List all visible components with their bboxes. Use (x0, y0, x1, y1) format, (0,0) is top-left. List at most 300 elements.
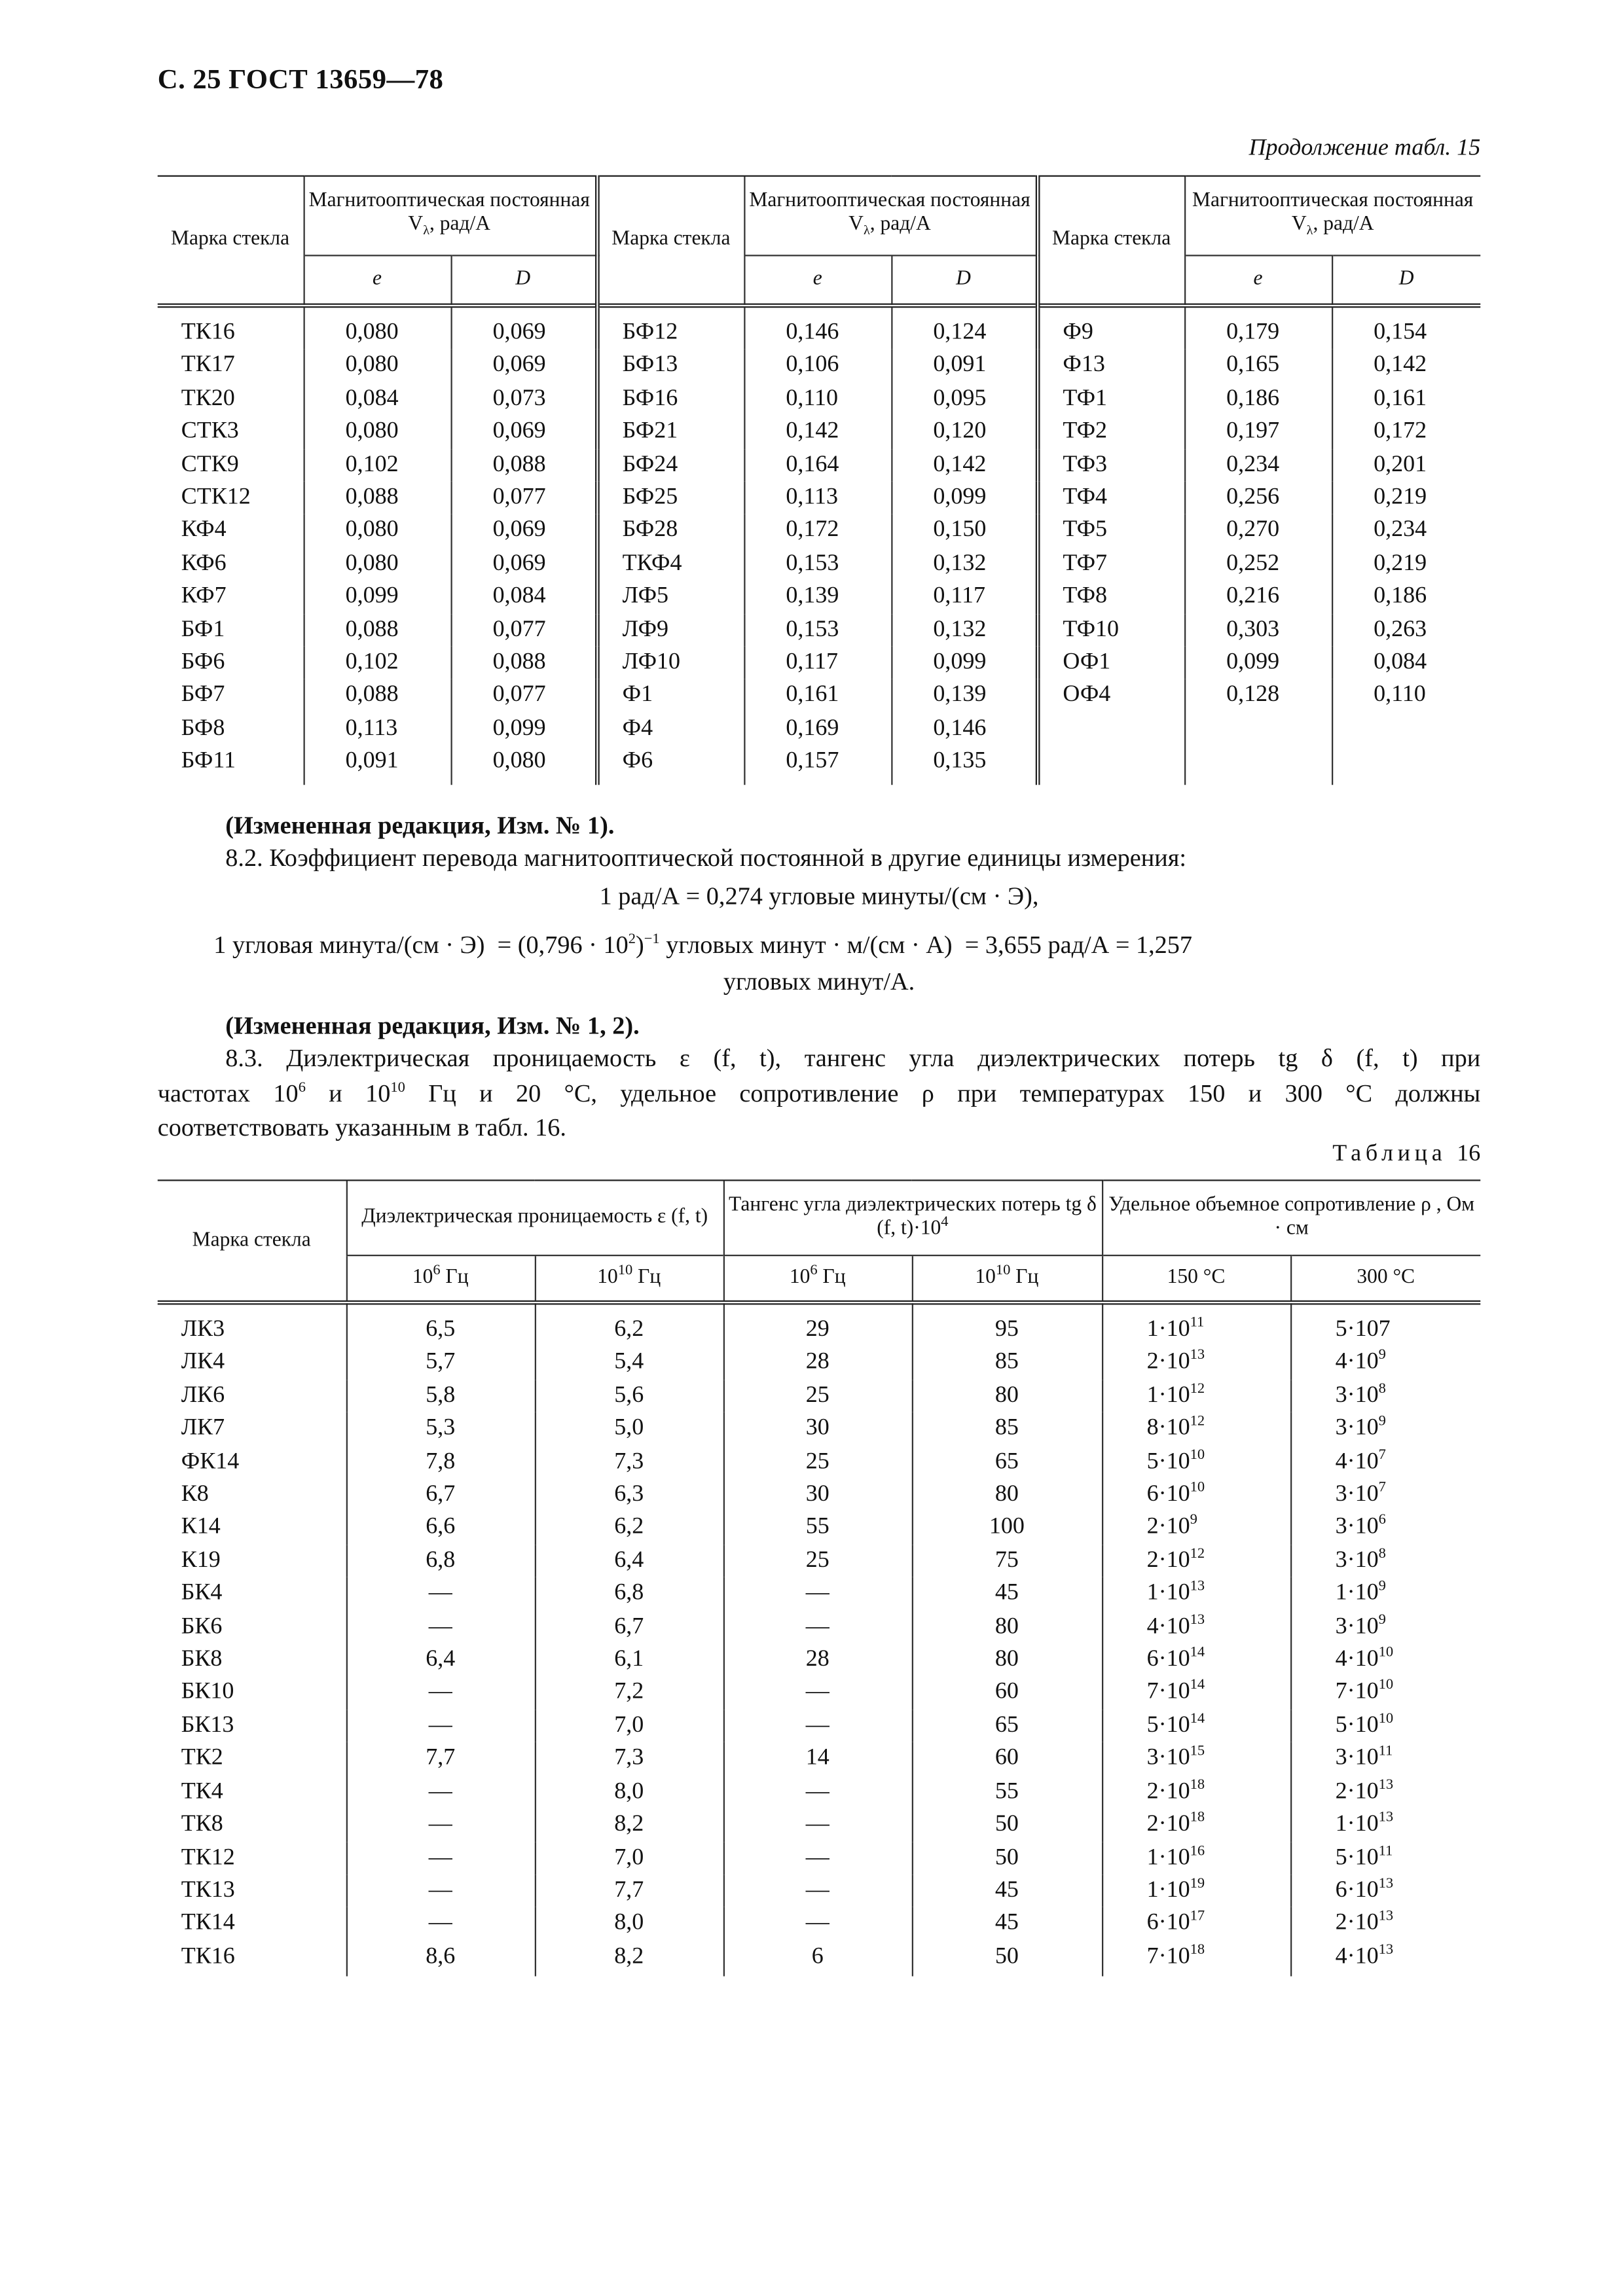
glass-mark-cell: БФ13 (596, 350, 744, 382)
glass-mark-cell: К14 (181, 1514, 221, 1540)
t15-header-D: D (891, 255, 1037, 306)
loss-tangent-1e6-cell: — (723, 1710, 912, 1742)
constant-e-cell (1184, 745, 1332, 784)
glass-mark-cell: БФ7 (181, 682, 225, 708)
resistivity-150-cell: $1\cdot 10^{11}$ (1102, 1302, 1290, 1346)
resistivity-300-cell: $3\cdot 10^9$ (1290, 1412, 1480, 1445)
glass-mark-cell: ТК16 (181, 319, 235, 345)
glass-mark-cell: ТК13 (181, 1877, 235, 1903)
loss-tangent-1e6-cell: 28 (723, 1346, 912, 1379)
table-row (158, 548, 1481, 581)
permittivity-1e10-cell: 7,7 (535, 1874, 723, 1907)
t15-header-D: D (1332, 255, 1480, 306)
constant-D-cell: 0,201 (1332, 448, 1480, 481)
constant-e-cell (1184, 713, 1332, 745)
table-row (158, 1412, 1481, 1445)
t15-header-mark-3: Марка стекла (1037, 176, 1184, 306)
permittivity-1e10-cell: 7,0 (535, 1842, 723, 1874)
glass-mark-cell: ТК20 (181, 386, 235, 411)
loss-tangent-1e6-cell: 28 (723, 1643, 912, 1676)
resistivity-300-cell: $7\cdot 10^{10}$ (1290, 1677, 1480, 1710)
permittivity-1e6-cell: 5,3 (346, 1412, 535, 1445)
constant-e-cell: 0,088 (304, 613, 451, 646)
loss-tangent-1e10-cell: 45 (912, 1874, 1102, 1907)
constant-D-cell: 0,073 (451, 383, 597, 416)
table-row (158, 1710, 1481, 1742)
loss-tangent-1e6-cell: 25 (723, 1380, 912, 1412)
permittivity-1e10-cell: 5,6 (535, 1380, 723, 1412)
resistivity-300-cell: $3\cdot 10^9$ (1290, 1611, 1480, 1643)
table-continuation-label: Продолжение табл. 15 (1249, 135, 1481, 161)
constant-D-cell: 0,069 (451, 514, 597, 547)
permittivity-1e10-cell: 5,4 (535, 1346, 723, 1379)
constant-e-cell: 0,142 (744, 416, 891, 448)
resistivity-150-cell: $2\cdot 10^{13}$ (1102, 1346, 1290, 1379)
t16-header-mark: Марка стекла (158, 1180, 346, 1302)
constant-D-cell: 0,132 (891, 548, 1037, 581)
loss-tangent-1e10-cell: 65 (912, 1710, 1102, 1742)
glass-mark-cell: Ф1 (596, 679, 744, 712)
glass-mark-cell: КФ7 (181, 583, 227, 609)
loss-tangent-1e10-cell: 55 (912, 1776, 1102, 1808)
constant-e-cell: 0,169 (744, 713, 891, 745)
loss-tangent-1e10-cell: 60 (912, 1677, 1102, 1710)
glass-mark-cell: ТФ1 (1037, 383, 1184, 416)
table-row (158, 713, 1481, 745)
glass-mark-cell: ТК8 (181, 1811, 223, 1837)
table-row (158, 1776, 1481, 1808)
constant-e-cell: 0,099 (1184, 647, 1332, 679)
table-16 (158, 1179, 1481, 1977)
loss-tangent-1e10-cell: 50 (912, 1842, 1102, 1874)
resistivity-300-cell: $5\cdot 10^{10}$ (1290, 1710, 1480, 1742)
permittivity-1e6-cell: — (346, 1776, 535, 1808)
constant-D-cell: 0,117 (891, 581, 1037, 613)
formula-line-2: 1 угловая минута/(см · $Э) = (0,796 \cdot 10^2)^{-1}$ угловых минут · м/(см · А) = 3,655 рад/А = 1,257 (213, 931, 1193, 959)
glass-mark-cell: ЛК3 (181, 1316, 225, 1342)
glass-mark-cell: ОФ4 (1037, 679, 1184, 712)
table-row (158, 383, 1481, 416)
glass-mark-cell: БК4 (181, 1580, 223, 1606)
table-row (158, 679, 1481, 712)
resistivity-150-cell: $1\cdot 10^{13}$ (1102, 1577, 1290, 1610)
loss-tangent-1e6-cell: — (723, 1842, 912, 1874)
glass-mark-cell: БК13 (181, 1712, 234, 1738)
permittivity-1e6-cell: 6,5 (346, 1302, 535, 1346)
resistivity-300-cell: $3\cdot 10^7$ (1290, 1479, 1480, 1511)
resistivity-300-cell: $4\cdot 10^9$ (1290, 1346, 1480, 1379)
constant-e-cell: 0,080 (304, 548, 451, 581)
loss-tangent-1e6-cell: 25 (723, 1545, 912, 1577)
permittivity-1e10-cell: 6,2 (535, 1511, 723, 1544)
glass-mark-cell: БФ11 (181, 748, 236, 774)
table-row (158, 1643, 1481, 1676)
glass-mark-cell: ЛФ5 (596, 581, 744, 613)
permittivity-1e10-cell: 7,0 (535, 1710, 723, 1742)
t16-header-temp-300: 300 °С (1290, 1255, 1480, 1302)
glass-mark-cell: ТК12 (181, 1844, 235, 1870)
glass-mark-cell: ЛК4 (181, 1349, 225, 1375)
glass-mark-cell: ТФ5 (1037, 514, 1184, 547)
loss-tangent-1e10-cell: 95 (912, 1302, 1102, 1346)
t16-header-freq-1: $10^6$ Гц (723, 1255, 912, 1302)
glass-mark-cell: ТКФ4 (596, 548, 744, 581)
glass-mark-cell: ТК2 (181, 1745, 223, 1771)
constant-D-cell: 0,088 (451, 647, 597, 679)
resistivity-150-cell: $2\cdot 10^{18}$ (1102, 1776, 1290, 1808)
resistivity-300-cell: $4\cdot 10^{10}$ (1290, 1643, 1480, 1676)
paragraph-8-2: 8.2. Коэффициент перевода магнитооптической постоянной в другие единицы измерения: (225, 844, 1186, 872)
t15-header-mark-2: Марка стекла (596, 176, 744, 306)
table-row (158, 1446, 1481, 1479)
table-row (158, 1611, 1481, 1643)
permittivity-1e10-cell: 7,3 (535, 1742, 723, 1775)
constant-D-cell (1332, 713, 1480, 745)
constant-e-cell: 0,088 (304, 679, 451, 712)
constant-D-cell: 0,069 (451, 306, 597, 350)
permittivity-1e10-cell: 7,3 (535, 1446, 723, 1479)
resistivity-150-cell: $5\cdot 10^{10}$ (1102, 1446, 1290, 1479)
table-row (158, 350, 1481, 382)
permittivity-1e6-cell: — (346, 1907, 535, 1940)
constant-e-cell: 0,113 (744, 482, 891, 514)
constant-D-cell: 0,120 (891, 416, 1037, 448)
loss-tangent-1e6-cell: 30 (723, 1479, 912, 1511)
t16-header-freq-2: $10^{10}$ Гц (912, 1255, 1102, 1302)
formula-line-1: 1 рад/А = 0,274 угловые минуты/(см · Э), (599, 882, 1039, 910)
permittivity-1e6-cell: — (346, 1710, 535, 1742)
table-row (158, 1677, 1481, 1710)
constant-D-cell: 0,088 (451, 448, 597, 481)
table-row (158, 1742, 1481, 1775)
constant-D-cell: 0,099 (891, 647, 1037, 679)
permittivity-1e6-cell: 8,6 (346, 1941, 535, 1977)
glass-mark-cell: ТФ8 (1037, 581, 1184, 613)
resistivity-150-cell: $6\cdot 10^{10}$ (1102, 1479, 1290, 1511)
permittivity-1e10-cell: 6,2 (535, 1302, 723, 1346)
permittivity-1e10-cell: 8,2 (535, 1941, 723, 1977)
loss-tangent-1e10-cell: 80 (912, 1380, 1102, 1412)
loss-tangent-1e6-cell: — (723, 1907, 912, 1940)
constant-D-cell: 0,099 (451, 713, 597, 745)
resistivity-150-cell: $2\cdot 10^{12}$ (1102, 1545, 1290, 1577)
resistivity-300-cell: $6\cdot 10^{13}$ (1290, 1874, 1480, 1907)
constant-D-cell: 0,219 (1332, 482, 1480, 514)
glass-mark-cell: ТК17 (181, 352, 235, 378)
table-row (158, 1907, 1481, 1940)
permittivity-1e6-cell: 6,7 (346, 1479, 535, 1511)
constant-D-cell: 0,077 (451, 482, 597, 514)
constant-D-cell: 0,234 (1332, 514, 1480, 547)
constant-D-cell: 0,080 (451, 745, 597, 784)
constant-e-cell: 0,099 (304, 581, 451, 613)
constant-D-cell: 0,077 (451, 613, 597, 646)
glass-mark-cell: БФ6 (181, 649, 225, 675)
loss-tangent-1e10-cell: 85 (912, 1346, 1102, 1379)
permittivity-1e10-cell: 6,8 (535, 1577, 723, 1610)
resistivity-150-cell: $2\cdot 10^9$ (1102, 1511, 1290, 1544)
glass-mark-cell: ТК4 (181, 1778, 223, 1804)
resistivity-150-cell: $5\cdot 10^{14}$ (1102, 1710, 1290, 1742)
constant-D-cell: 0,150 (891, 514, 1037, 547)
constant-D-cell: 0,263 (1332, 613, 1480, 646)
resistivity-150-cell: $3\cdot 10^{15}$ (1102, 1742, 1290, 1775)
glass-mark-cell: БФ16 (596, 383, 744, 416)
constant-e-cell: 0,186 (1184, 383, 1332, 416)
t15-header-D: D (451, 255, 597, 306)
resistivity-300-cell: $2\cdot 10^{13}$ (1290, 1907, 1480, 1940)
table-row (158, 1380, 1481, 1412)
table-row (158, 1577, 1481, 1610)
constant-e-cell: 0,165 (1184, 350, 1332, 382)
constant-e-cell: 0,157 (744, 745, 891, 784)
constant-e-cell: 0,234 (1184, 448, 1332, 481)
glass-mark-cell: Ф9 (1037, 306, 1184, 350)
resistivity-300-cell: $3\cdot 10^8$ (1290, 1545, 1480, 1577)
constant-D-cell: 0,146 (891, 713, 1037, 745)
constant-D-cell (1332, 745, 1480, 784)
table-row (158, 1808, 1481, 1841)
t15-header-const-2: Магнитооптическая постоянная $V_\lambda$, рад/А (744, 176, 1037, 256)
permittivity-1e6-cell: — (346, 1842, 535, 1874)
glass-mark-cell: ТФ2 (1037, 416, 1184, 448)
table-row (158, 647, 1481, 679)
table-15 (158, 175, 1481, 785)
constant-D-cell: 0,077 (451, 679, 597, 712)
permittivity-1e6-cell: — (346, 1808, 535, 1841)
loss-tangent-1e10-cell: 80 (912, 1643, 1102, 1676)
glass-mark-cell: СТК12 (181, 484, 251, 510)
permittivity-1e6-cell: 7,7 (346, 1742, 535, 1775)
table-row (158, 581, 1481, 613)
constant-e-cell: 0,197 (1184, 416, 1332, 448)
glass-mark-cell: БФ1 (181, 616, 225, 642)
resistivity-150-cell: $6\cdot 10^{17}$ (1102, 1907, 1290, 1940)
table-row (158, 1545, 1481, 1577)
t16-header-permittivity: Диэлектрическая проницаемость ε (f, t) (346, 1180, 723, 1255)
table-16-caption: Таблица 16 (1332, 1141, 1481, 1166)
constant-e-cell: 0,102 (304, 448, 451, 481)
constant-e-cell: 0,113 (304, 713, 451, 745)
glass-mark-cell: БФ12 (596, 306, 744, 350)
t16-header-temp-150: 150 °С (1102, 1255, 1290, 1302)
glass-mark-cell: БФ21 (596, 416, 744, 448)
loss-tangent-1e10-cell: 85 (912, 1412, 1102, 1445)
resistivity-300-cell: 5·107 (1290, 1302, 1480, 1346)
paragraph-8-3-line-1: 8.3. Диэлектрическая проницаемость ε (f, t), тангенс угла диэлектрических потерь tg δ (f, t) при (225, 1044, 1481, 1072)
resistivity-150-cell: $4\cdot 10^{13}$ (1102, 1611, 1290, 1643)
table-row (158, 613, 1481, 646)
t16-header-loss-tangent: Тангенс угла диэлектрических потерь tg δ (f, $t)\cdot 10^4$ (723, 1180, 1102, 1255)
constant-D-cell: 0,219 (1332, 548, 1480, 581)
table-row (158, 416, 1481, 448)
loss-tangent-1e10-cell: 80 (912, 1611, 1102, 1643)
glass-mark-cell: Ф4 (596, 713, 744, 745)
formula-line-3: угловых минут/А. (723, 967, 915, 996)
permittivity-1e6-cell: 5,8 (346, 1380, 535, 1412)
loss-tangent-1e6-cell: — (723, 1874, 912, 1907)
constant-D-cell: 0,124 (891, 306, 1037, 350)
t15-header-e: e (304, 255, 451, 306)
constant-e-cell: 0,080 (304, 306, 451, 350)
table-row (158, 1302, 1481, 1346)
constant-e-cell: 0,161 (744, 679, 891, 712)
resistivity-300-cell: $5\cdot 10^{11}$ (1290, 1842, 1480, 1874)
glass-mark-cell: ЛФ10 (596, 647, 744, 679)
loss-tangent-1e6-cell: 14 (723, 1742, 912, 1775)
t15-header-const-1: Магнитооптическая постоянная $V_\lambda$, рад/А (304, 176, 597, 256)
constant-e-cell: 0,102 (304, 647, 451, 679)
resistivity-150-cell: $1\cdot 10^{12}$ (1102, 1380, 1290, 1412)
permittivity-1e6-cell: 7,8 (346, 1446, 535, 1479)
resistivity-300-cell: $3\cdot 10^6$ (1290, 1511, 1480, 1544)
paragraph-8-3-line-3: соответствовать указанным в табл. 16. (157, 1113, 566, 1141)
resistivity-150-cell: $7\cdot 10^{14}$ (1102, 1677, 1290, 1710)
table-row (158, 482, 1481, 514)
loss-tangent-1e10-cell: 75 (912, 1545, 1102, 1577)
resistivity-150-cell: $8\cdot 10^{12}$ (1102, 1412, 1290, 1445)
constant-D-cell: 0,110 (1332, 679, 1480, 712)
constant-e-cell: 0,088 (304, 482, 451, 514)
constant-e-cell: 0,179 (1184, 306, 1332, 350)
glass-mark-cell: БФ28 (596, 514, 744, 547)
permittivity-1e10-cell: 7,2 (535, 1677, 723, 1710)
loss-tangent-1e6-cell: 55 (723, 1511, 912, 1544)
loss-tangent-1e10-cell: 45 (912, 1907, 1102, 1940)
table-row (158, 1842, 1481, 1874)
glass-mark-cell: ТФ10 (1037, 613, 1184, 646)
paragraph-8-3-line-2: частотах $10^6$ и $10^{10}$ Гц и 20 °С, удельное сопротивление ρ при температурах 150 и 300 °С должны (157, 1079, 1481, 1107)
glass-mark-cell: ЛФ9 (596, 613, 744, 646)
constant-e-cell: 0,172 (744, 514, 891, 547)
loss-tangent-1e10-cell: 45 (912, 1577, 1102, 1610)
permittivity-1e10-cell: 6,1 (535, 1643, 723, 1676)
permittivity-1e6-cell: — (346, 1874, 535, 1907)
glass-mark-cell: ЛК7 (181, 1415, 225, 1441)
loss-tangent-1e6-cell: — (723, 1677, 912, 1710)
t15-header-mark-1: Марка стекла (158, 176, 304, 306)
glass-mark-cell: К8 (181, 1481, 209, 1507)
resistivity-300-cell: $4\cdot 10^{13}$ (1290, 1941, 1480, 1977)
constant-e-cell: 0,091 (304, 745, 451, 784)
permittivity-1e10-cell: 6,4 (535, 1545, 723, 1577)
constant-D-cell: 0,142 (891, 448, 1037, 481)
table-row (158, 306, 1481, 350)
constant-e-cell: 0,080 (304, 350, 451, 382)
permittivity-1e6-cell: 6,4 (346, 1643, 535, 1676)
loss-tangent-1e10-cell: 100 (912, 1511, 1102, 1544)
glass-mark-cell: Ф13 (1037, 350, 1184, 382)
glass-mark-cell: БК8 (181, 1646, 223, 1672)
table-row (158, 448, 1481, 481)
table-row (158, 1511, 1481, 1544)
permittivity-1e6-cell: 6,6 (346, 1511, 535, 1544)
glass-mark-cell: СТК3 (181, 418, 239, 444)
constant-D-cell: 0,161 (1332, 383, 1480, 416)
glass-mark-cell: ЛК6 (181, 1382, 225, 1408)
permittivity-1e6-cell: 6,8 (346, 1545, 535, 1577)
constant-e-cell: 0,256 (1184, 482, 1332, 514)
permittivity-1e10-cell: 5,0 (535, 1412, 723, 1445)
constant-e-cell: 0,106 (744, 350, 891, 382)
glass-mark-cell: БФ24 (596, 448, 744, 481)
constant-D-cell: 0,142 (1332, 350, 1480, 382)
glass-mark-cell: ТК14 (181, 1910, 235, 1936)
table-row (158, 1874, 1481, 1907)
glass-mark-cell: СТК9 (181, 451, 239, 477)
permittivity-1e10-cell: 8,0 (535, 1776, 723, 1808)
constant-D-cell: 0,132 (891, 613, 1037, 646)
t16-header-freq-1: $10^6$ Гц (346, 1255, 535, 1302)
permittivity-1e6-cell: 5,7 (346, 1346, 535, 1379)
permittivity-1e6-cell: — (346, 1611, 535, 1643)
glass-mark-cell: Ф6 (596, 745, 744, 784)
glass-mark-cell: ФК14 (181, 1448, 240, 1474)
loss-tangent-1e10-cell: 50 (912, 1808, 1102, 1841)
glass-mark-cell: ТФ3 (1037, 448, 1184, 481)
constant-e-cell: 0,080 (304, 416, 451, 448)
glass-mark-cell: ТФ7 (1037, 548, 1184, 581)
resistivity-300-cell: $1\cdot 10^9$ (1290, 1577, 1480, 1610)
glass-mark-cell: К19 (181, 1547, 221, 1573)
permittivity-1e6-cell: — (346, 1577, 535, 1610)
loss-tangent-1e6-cell: — (723, 1808, 912, 1841)
glass-mark-cell: ТФ4 (1037, 482, 1184, 514)
constant-D-cell: 0,135 (891, 745, 1037, 784)
loss-tangent-1e6-cell: 30 (723, 1412, 912, 1445)
glass-mark-cell: ТК16 (181, 1943, 235, 1969)
constant-e-cell: 0,164 (744, 448, 891, 481)
resistivity-300-cell: $2\cdot 10^{13}$ (1290, 1776, 1480, 1808)
constant-e-cell: 0,146 (744, 306, 891, 350)
glass-mark-cell (1037, 745, 1184, 784)
t16-header-freq-2: $10^{10}$ Гц (535, 1255, 723, 1302)
constant-e-cell: 0,084 (304, 383, 451, 416)
t16-header-resistivity: Удельное объемное сопротивление ρ , Ом · см (1102, 1180, 1480, 1255)
constant-e-cell: 0,252 (1184, 548, 1332, 581)
table-row (158, 1346, 1481, 1379)
resistivity-300-cell: $1\cdot 10^{13}$ (1290, 1808, 1480, 1841)
constant-D-cell: 0,095 (891, 383, 1037, 416)
constant-e-cell: 0,110 (744, 383, 891, 416)
constant-D-cell: 0,186 (1332, 581, 1480, 613)
constant-D-cell: 0,084 (451, 581, 597, 613)
table-row (158, 745, 1481, 784)
glass-mark-cell (1037, 713, 1184, 745)
loss-tangent-1e6-cell: — (723, 1577, 912, 1610)
constant-D-cell: 0,069 (451, 350, 597, 382)
permittivity-1e10-cell: 8,2 (535, 1808, 723, 1841)
resistivity-150-cell: $7\cdot 10^{18}$ (1102, 1941, 1290, 1977)
loss-tangent-1e10-cell: 65 (912, 1446, 1102, 1479)
constant-e-cell: 0,080 (304, 514, 451, 547)
permittivity-1e6-cell: — (346, 1677, 535, 1710)
t15-header-e: e (744, 255, 891, 306)
resistivity-300-cell: $3\cdot 10^{11}$ (1290, 1742, 1480, 1775)
loss-tangent-1e10-cell: 50 (912, 1941, 1102, 1977)
glass-mark-cell: БК10 (181, 1679, 234, 1705)
constant-e-cell: 0,117 (744, 647, 891, 679)
constant-e-cell: 0,139 (744, 581, 891, 613)
table-row (158, 514, 1481, 547)
loss-tangent-1e6-cell: — (723, 1611, 912, 1643)
permittivity-1e10-cell: 6,3 (535, 1479, 723, 1511)
loss-tangent-1e6-cell: 25 (723, 1446, 912, 1479)
resistivity-150-cell: $1\cdot 10^{16}$ (1102, 1842, 1290, 1874)
constant-D-cell: 0,139 (891, 679, 1037, 712)
constant-D-cell: 0,091 (891, 350, 1037, 382)
permittivity-1e10-cell: 6,7 (535, 1611, 723, 1643)
